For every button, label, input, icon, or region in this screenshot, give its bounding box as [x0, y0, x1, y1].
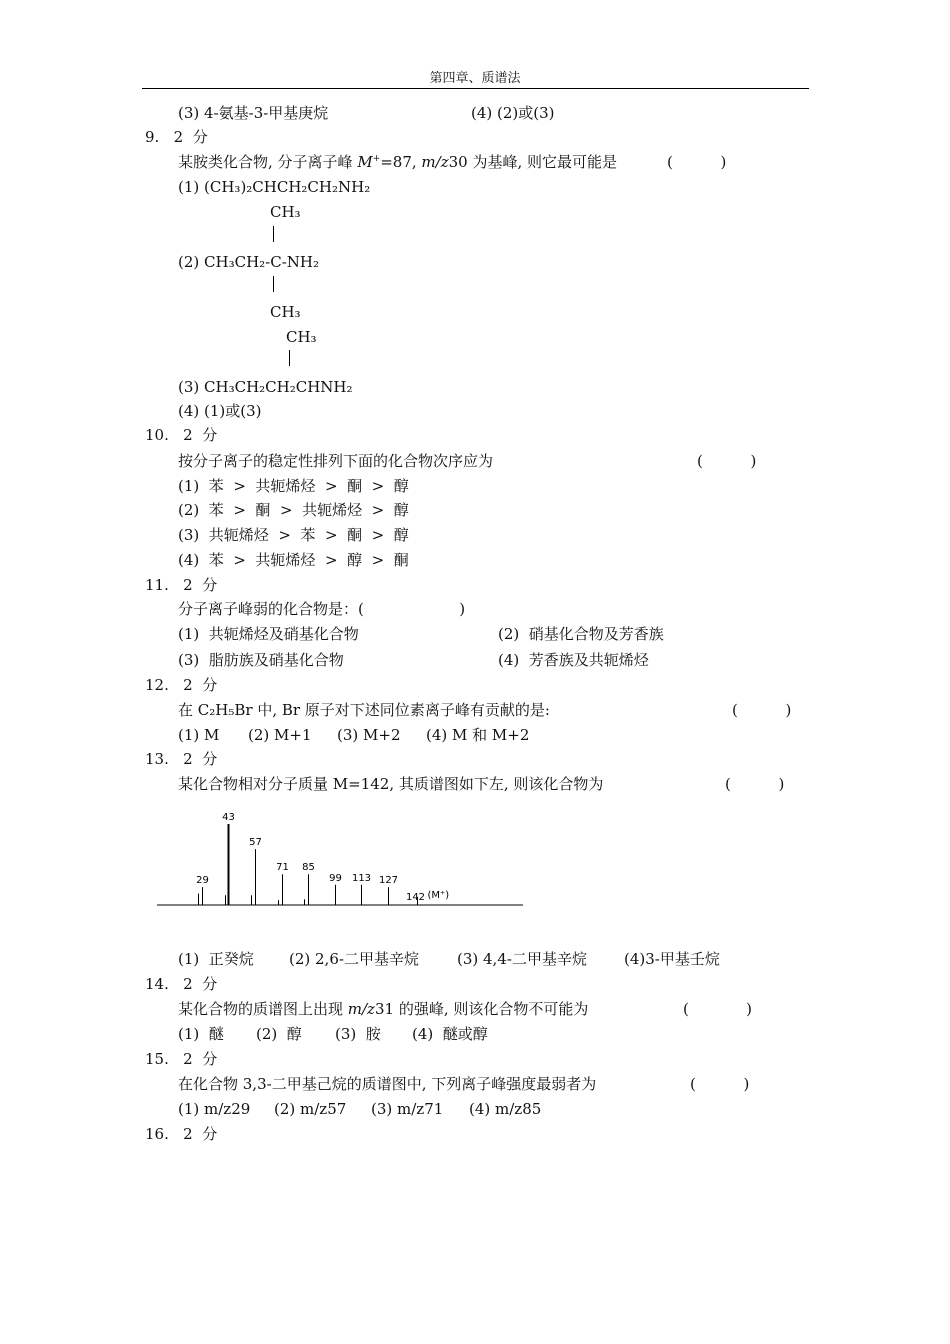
q12-stem: 在 C₂H₅Br 中, Br 原子对下述同位素离子峰有贡献的是: — [178, 701, 550, 719]
q9-option-2-top-group: CH₃ — [270, 203, 301, 221]
q9-option-2-bottom-bond — [273, 276, 274, 292]
peak-label-43: 43 — [222, 812, 235, 823]
page-header: 第四章、质谱法 — [429, 71, 521, 86]
q10-option-1: (1) 苯 > 共轭烯烃 > 酮 > 醇 — [178, 477, 409, 495]
q13-answer-blank[interactable]: ( ) — [725, 775, 785, 793]
q14-answer-blank[interactable]: ( ) — [683, 1000, 752, 1018]
q10-stem: 按分子离子的稳定性排列下面的化合物次序应为 — [178, 452, 494, 470]
peak-label-142: 142 — [405, 891, 426, 903]
peak-label-29: 29 — [196, 875, 209, 887]
q15-number: 15. 2 分 — [145, 1050, 218, 1068]
q14-option-2: (2) 醇 — [256, 1025, 302, 1043]
q13-stem: 某化合物相对分子质量 M=142, 其质谱图如下左, 则该化合物为 — [178, 775, 604, 793]
q12-option-4: (4) M 和 M+2 — [426, 726, 530, 744]
molecular-ion-label: (M⁺) — [427, 889, 450, 901]
q13-number: 13. 2 分 — [145, 750, 218, 768]
q14-option-4: (4) 醚或醇 — [412, 1025, 488, 1043]
q8-option-3: (3) 4-氨基-3-甲基庚烷 — [178, 104, 329, 122]
mass-spectrum-chart — [150, 812, 530, 912]
q14-number: 14. 2 分 — [145, 975, 218, 993]
peak-label-113: 113 — [351, 872, 372, 884]
peak-label-99: 99 — [329, 872, 342, 884]
q15-option-2: (2) m/z57 — [274, 1100, 347, 1118]
q14-option-1: (1) 醚 — [178, 1025, 224, 1043]
q15-option-4: (4) m/z85 — [469, 1100, 542, 1118]
q12-answer-blank[interactable]: ( ) — [732, 701, 792, 719]
peak-label-71: 71 — [276, 862, 289, 874]
q9-option-2: (2) CH₃CH₂-C-NH₂ — [178, 253, 319, 271]
q12-option-3: (3) M+2 — [337, 726, 401, 744]
q12-option-2: (2) M+1 — [248, 726, 312, 744]
q12-number: 12. 2 分 — [145, 676, 218, 694]
header-rule — [142, 88, 809, 89]
q14-option-3: (3) 胺 — [335, 1025, 381, 1043]
q9-stem: 某胺类化合物, 分子离子峰 M+=87, m/z30 为基峰, 则它最可能是 — [178, 153, 618, 171]
q9-option-3: (3) CH₃CH₂CH₂CHNH₂ — [178, 378, 353, 396]
q11-option-1: (1) 共轭烯烃及硝基化合物 — [178, 625, 359, 643]
q8-option-4: (4) (2)或(3) — [471, 104, 555, 122]
peak-label-57: 57 — [249, 837, 262, 849]
q9-number: 9. 2 分 — [145, 128, 208, 146]
q11-option-3: (3) 脂肪族及硝基化合物 — [178, 651, 344, 669]
q9-option-4: (4) (1)或(3) — [178, 402, 262, 420]
q15-stem: 在化合物 3,3-二甲基己烷的质谱图中, 下列离子峰强度最弱者为 — [178, 1075, 597, 1093]
q9-option-3-bond — [289, 350, 290, 366]
q10-option-4: (4) 苯 > 共轭烯烃 > 醇 > 酮 — [178, 551, 409, 569]
q9-answer-blank[interactable]: ( ) — [667, 153, 727, 171]
q9-option-2-bottom-group: CH₃ — [270, 303, 301, 321]
q9-option-1: (1) (CH₃)₂CHCH₂CH₂NH₂ — [178, 178, 371, 196]
q12-option-1: (1) M — [178, 726, 220, 744]
q16-number: 16. 2 分 — [145, 1125, 218, 1143]
q14-stem: 某化合物的质谱图上出现 m/z31 的强峰, 则该化合物不可能为 — [178, 1000, 589, 1018]
q9-option-2-top-bond — [273, 226, 274, 242]
q11-option-2: (2) 硝基化合物及芳香族 — [498, 625, 664, 643]
q11-option-4: (4) 芳香族及共轭烯烃 — [498, 651, 649, 669]
q9-option-3-top-group: CH₃ — [286, 328, 317, 346]
q15-option-1: (1) m/z29 — [178, 1100, 251, 1118]
q11-stem: 分子离子峰弱的化合物是：( ) — [178, 600, 466, 618]
q11-number: 11. 2 分 — [145, 576, 218, 594]
q10-answer-blank[interactable]: ( ) — [697, 452, 757, 470]
q10-option-2: (2) 苯 > 酮 > 共轭烯烃 > 醇 — [178, 501, 409, 519]
q13-option-3: (3) 4,4-二甲基辛烷 — [457, 950, 587, 968]
q15-option-3: (3) m/z71 — [371, 1100, 444, 1118]
q10-option-3: (3) 共轭烯烃 > 苯 > 酮 > 醇 — [178, 526, 409, 544]
peak-label-85: 85 — [302, 862, 315, 874]
q10-number: 10. 2 分 — [145, 426, 218, 444]
q13-option-4: (4)3-甲基壬烷 — [624, 950, 720, 968]
q13-option-1: (1) 正癸烷 — [178, 950, 254, 968]
q15-answer-blank[interactable]: ( ) — [690, 1075, 750, 1093]
peak-label-127: 127 — [378, 875, 399, 887]
q13-option-2: (2) 2,6-二甲基辛烷 — [289, 950, 419, 968]
